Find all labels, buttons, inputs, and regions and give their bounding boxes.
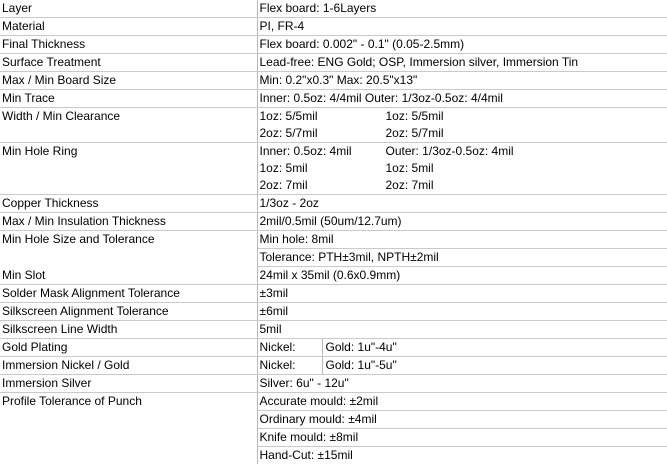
value-solder-mask: ±3mil — [257, 285, 667, 303]
gold-plating-nickel: Nickel: — [260, 339, 323, 356]
label-silkscreen-alignment: Silkscreen Alignment Tolerance — [0, 303, 257, 321]
width-clearance-line-1 — [260, 108, 667, 125]
value-knife-mould: Knife mould: ±8mil — [257, 429, 667, 447]
row-board-size — [0, 72, 667, 90]
value-immersion-nickel-gold — [257, 357, 667, 375]
value-min-hole-ring — [257, 143, 667, 195]
row-final-thickness — [0, 36, 667, 54]
width-clearance-outer-1oz: 1oz: 5/5mil — [385, 109, 444, 123]
row-immersion-silver — [0, 375, 667, 393]
value-accurate-mould: Accurate mould: ±2mil — [257, 393, 667, 411]
label-solder-mask: Solder Mask Alignment Tolerance — [0, 285, 257, 303]
label-min-trace: Min Trace — [0, 90, 257, 108]
value-gold-plating — [257, 339, 667, 357]
value-insulation-thickness: 2mil/0.5mil (50um/12.7um) — [257, 213, 667, 231]
hole-ring-line-1 — [260, 143, 667, 160]
value-min-slot: 24mil x 35mil (0.6x0.9mm) — [257, 267, 667, 285]
width-clearance-line-2 — [260, 125, 667, 142]
row-copper-thickness — [0, 195, 667, 213]
label-width-clearance: Width / Min Clearance — [0, 108, 257, 143]
label-min-slot: Min Slot — [0, 267, 257, 285]
value-width-clearance — [257, 108, 667, 143]
value-immersion-silver: Silver: 6u" - 12u" — [257, 375, 667, 393]
hole-ring-outer-2oz: 2oz: 7mil — [385, 178, 434, 192]
row-layer — [0, 0, 667, 18]
label-profile-tolerance: Profile Tolerance of Punch — [0, 393, 257, 465]
label-copper-thickness: Copper Thickness — [0, 195, 257, 213]
row-min-slot — [0, 267, 667, 285]
hole-ring-outer: Outer: 1/3oz-0.5oz: 4mil — [385, 144, 514, 158]
label-layer: Layer — [0, 0, 257, 18]
row-insulation-thickness — [0, 213, 667, 231]
label-immersion-silver: Immersion Silver — [0, 375, 257, 393]
value-copper-thickness: 1/3oz - 2oz — [257, 195, 667, 213]
label-min-hole-ring: Min Hole Ring — [0, 143, 257, 195]
row-profile-tolerance-1 — [0, 393, 667, 411]
row-gold-plating — [0, 339, 667, 357]
value-min-hole: Min hole: 8mil — [257, 231, 667, 249]
width-clearance-inner-1oz: 1oz: 5/5mil — [259, 109, 318, 123]
value-hole-tolerance: Tolerance: PTH±3mil, NPTH±2mil — [257, 249, 667, 267]
hole-ring-inner-1oz: 1oz: 5mil — [259, 161, 308, 175]
label-insulation-thickness: Max / Min Insulation Thickness — [0, 213, 257, 231]
hole-ring-inner: Inner: 0.5oz: 4mil — [259, 144, 352, 158]
value-min-trace: Inner: 0.5oz: 4/4mil Outer: 1/3oz-0.5oz: 4/4mil — [257, 90, 667, 108]
row-min-hole-size — [0, 231, 667, 249]
label-gold-plating: Gold Plating — [0, 339, 257, 357]
value-hand-cut: Hand-Cut: ±15mil — [257, 447, 667, 465]
gold-plating-split — [260, 339, 667, 356]
label-board-size: Max / Min Board Size — [0, 72, 257, 90]
row-silkscreen-alignment — [0, 303, 667, 321]
width-clearance-inner-2oz: 2oz: 5/7mil — [259, 126, 318, 140]
hole-ring-outer-1oz: 1oz: 5mil — [385, 161, 434, 175]
immersion-nickel-gold-split — [260, 357, 667, 374]
row-solder-mask — [0, 285, 667, 303]
label-min-hole-size: Min Hole Size and Tolerance — [0, 231, 257, 267]
row-min-trace — [0, 90, 667, 108]
label-material: Material — [0, 18, 257, 36]
label-immersion-nickel-gold: Immersion Nickel / Gold — [0, 357, 257, 375]
immersion-gold: Gold: 1u"-5u" — [325, 358, 397, 372]
value-silkscreen-alignment: ±6mil — [257, 303, 667, 321]
value-surface-treatment: Lead-free: ENG Gold; OSP, Immersion silver, Immersion Tin — [257, 54, 667, 72]
value-ordinary-mould: Ordinary mould: ±4mil — [257, 411, 667, 429]
width-clearance-outer-2oz: 2oz: 5/7mil — [385, 126, 444, 140]
value-silkscreen-line-width: 5mil — [257, 321, 667, 339]
immersion-nickel: Nickel: — [260, 357, 323, 374]
label-surface-treatment: Surface Treatment — [0, 54, 257, 72]
row-min-hole-ring — [0, 143, 667, 195]
value-final-thickness: Flex board: 0.002" - 0.1" (0.05-2.5mm) — [257, 36, 667, 54]
value-board-size: Min: 0.2"x0.3" Max: 20.5"x13" — [257, 72, 667, 90]
value-material: PI, FR-4 — [257, 18, 667, 36]
row-material — [0, 18, 667, 36]
hole-ring-inner-2oz: 2oz: 7mil — [259, 178, 308, 192]
row-silkscreen-line-width — [0, 321, 667, 339]
row-width-clearance — [0, 108, 667, 143]
row-surface-treatment — [0, 54, 667, 72]
label-silkscreen-line-width: Silkscreen Line Width — [0, 321, 257, 339]
label-final-thickness: Final Thickness — [0, 36, 257, 54]
gold-plating-gold: Gold: 1u"-4u" — [325, 340, 397, 354]
hole-ring-line-2 — [260, 160, 667, 177]
hole-ring-line-3 — [260, 177, 667, 194]
row-immersion-nickel-gold — [0, 357, 667, 375]
value-layer: Flex board: 1-6Layers — [257, 0, 667, 18]
